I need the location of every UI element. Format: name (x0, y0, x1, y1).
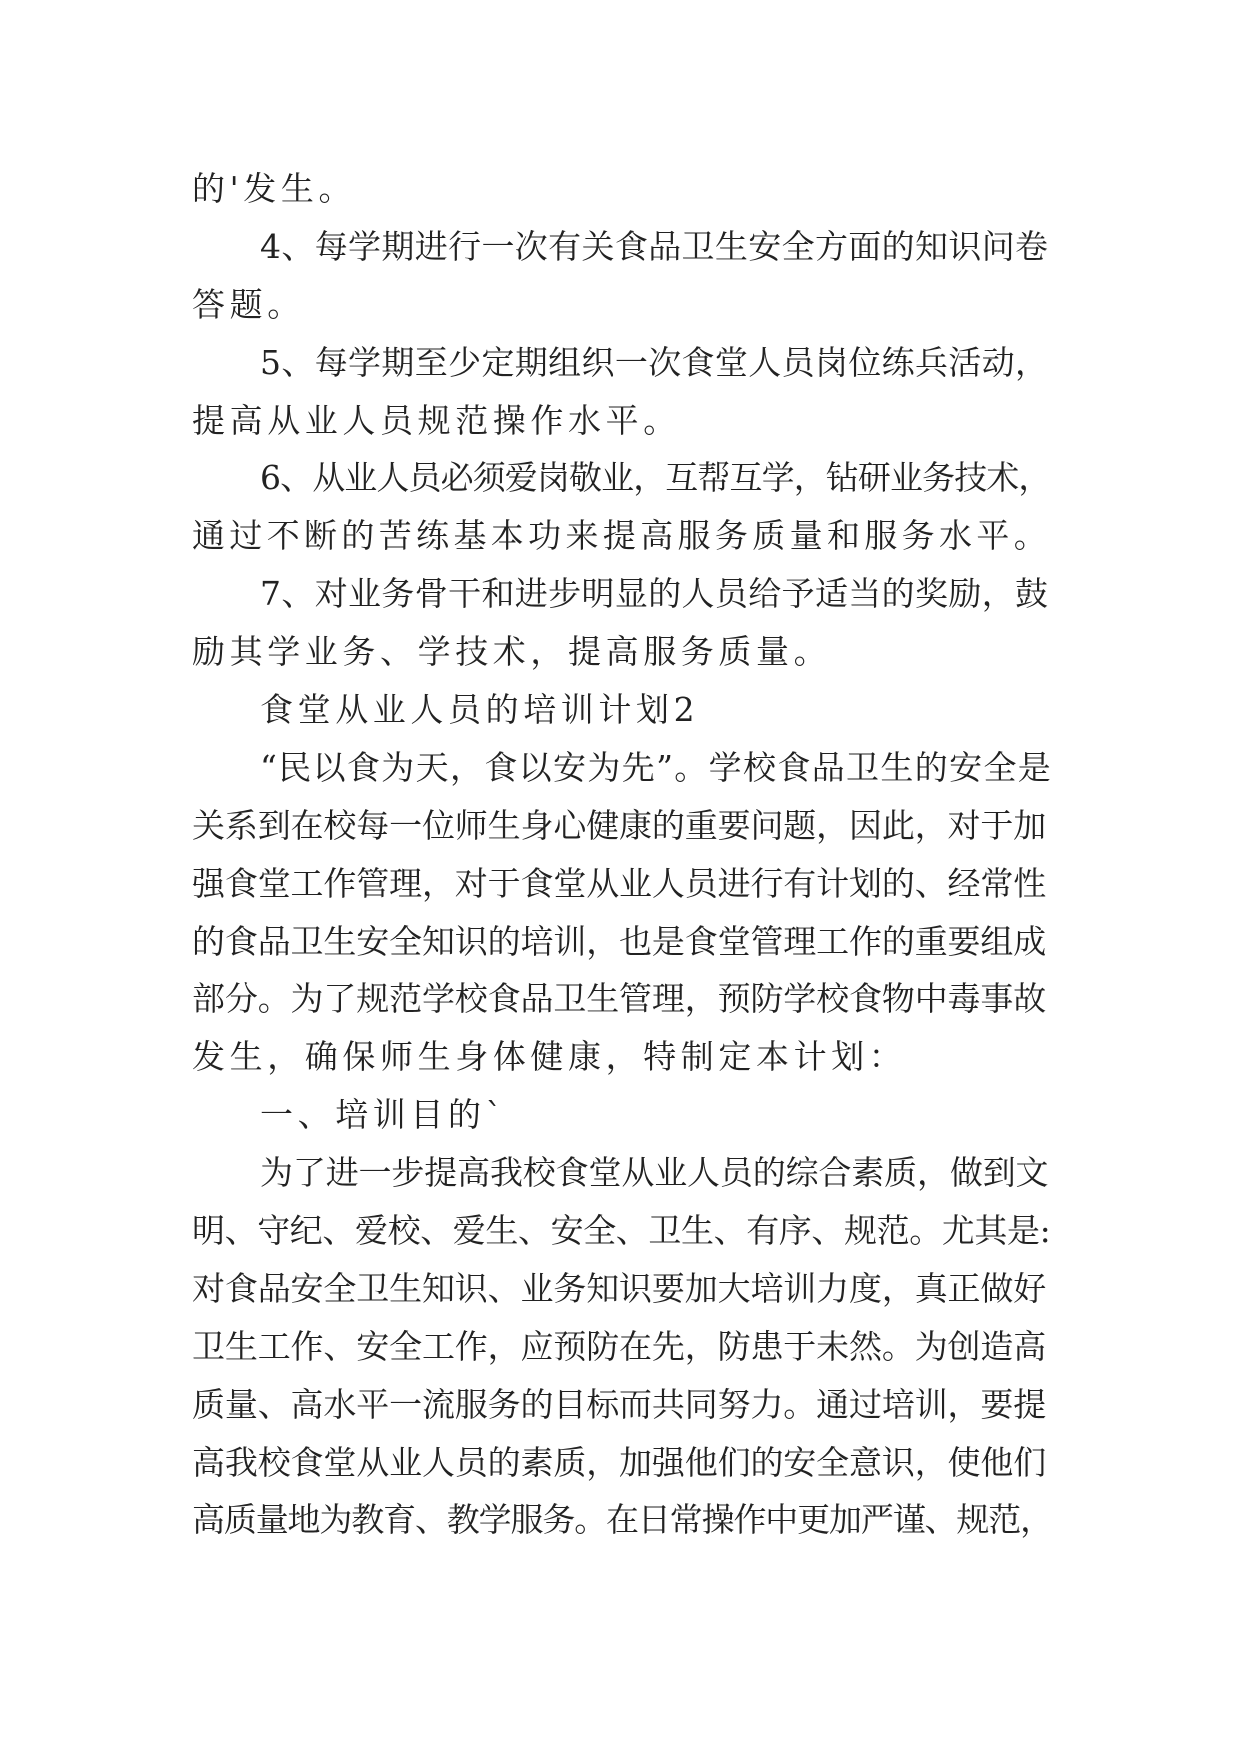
section-heading: 一、培训目的` (260, 1095, 507, 1135)
text-line: 的'发生。 (192, 169, 357, 208)
text-line: 强食堂工作管理，对于食堂从业人员进行有计划的、经常性 (192, 863, 1047, 903)
text-line: 卫生工作、安全工作，应预防在先，防患于未然。为创造高 (192, 1326, 1047, 1366)
text-line: 明、守纪、爱校、爱生、安全、卫生、有序、规范。尤其是: (192, 1211, 1051, 1251)
text-line: 关系到在校每一位师生身心健康的重要问题，因此，对于加 (192, 805, 1047, 845)
text-line: 6、从业人员必须爱岗敬业，互帮互学，钻研业务技术， (260, 458, 1051, 498)
document-body (192, 160, 1052, 1549)
text-line: 部分。为了规范学校食品卫生管理，预防学校食物中毒事故 (192, 979, 1047, 1019)
text-line: 4、每学期进行一次有关食品卫生安全方面的知识问卷 (260, 226, 1049, 266)
text-line: 的食品卫生安全知识的培训，也是食堂管理工作的重要组成 (192, 921, 1047, 961)
text-line: 7、对业务骨干和进步明显的人员给予适当的奖励，鼓 (260, 574, 1049, 614)
text-line: 通过不断的苦练基本功来提高服务质量和服务水平。 (192, 516, 1052, 556)
text-line: 质量、高水平一流服务的目标而共同努力。通过培训，要提 (192, 1384, 1047, 1424)
text-line: 励其学业务、学技术，提高服务质量。 (192, 632, 832, 672)
text-line: 5、每学期至少定期组织一次食堂人员岗位练兵活动， (260, 342, 1049, 382)
text-line: “民以食为天，食以安为先”。学校食品卫生的安全是 (260, 747, 1053, 787)
text-line: 为了进一步提高我校食堂从业人员的综合素质，做到文 (260, 1153, 1049, 1193)
text-line: 提高从业人员规范操作水平。 (192, 400, 681, 440)
section-heading: 食堂从业人员的培训计划2 (260, 690, 700, 730)
text-line: 答题。 (192, 284, 305, 324)
text-line: 发生，确保师生身体健康，特制定本计划： (192, 1037, 907, 1077)
text-line: 高我校食堂从业人员的素质，加强他们的安全意识，使他们 (192, 1442, 1047, 1482)
text-line: 高质量地为教育、教学服务。在日常操作中更加严谨、规范， (192, 1500, 1052, 1540)
text-line: 对食品安全卫生知识、业务知识要加大培训力度，真正做好 (192, 1268, 1047, 1308)
